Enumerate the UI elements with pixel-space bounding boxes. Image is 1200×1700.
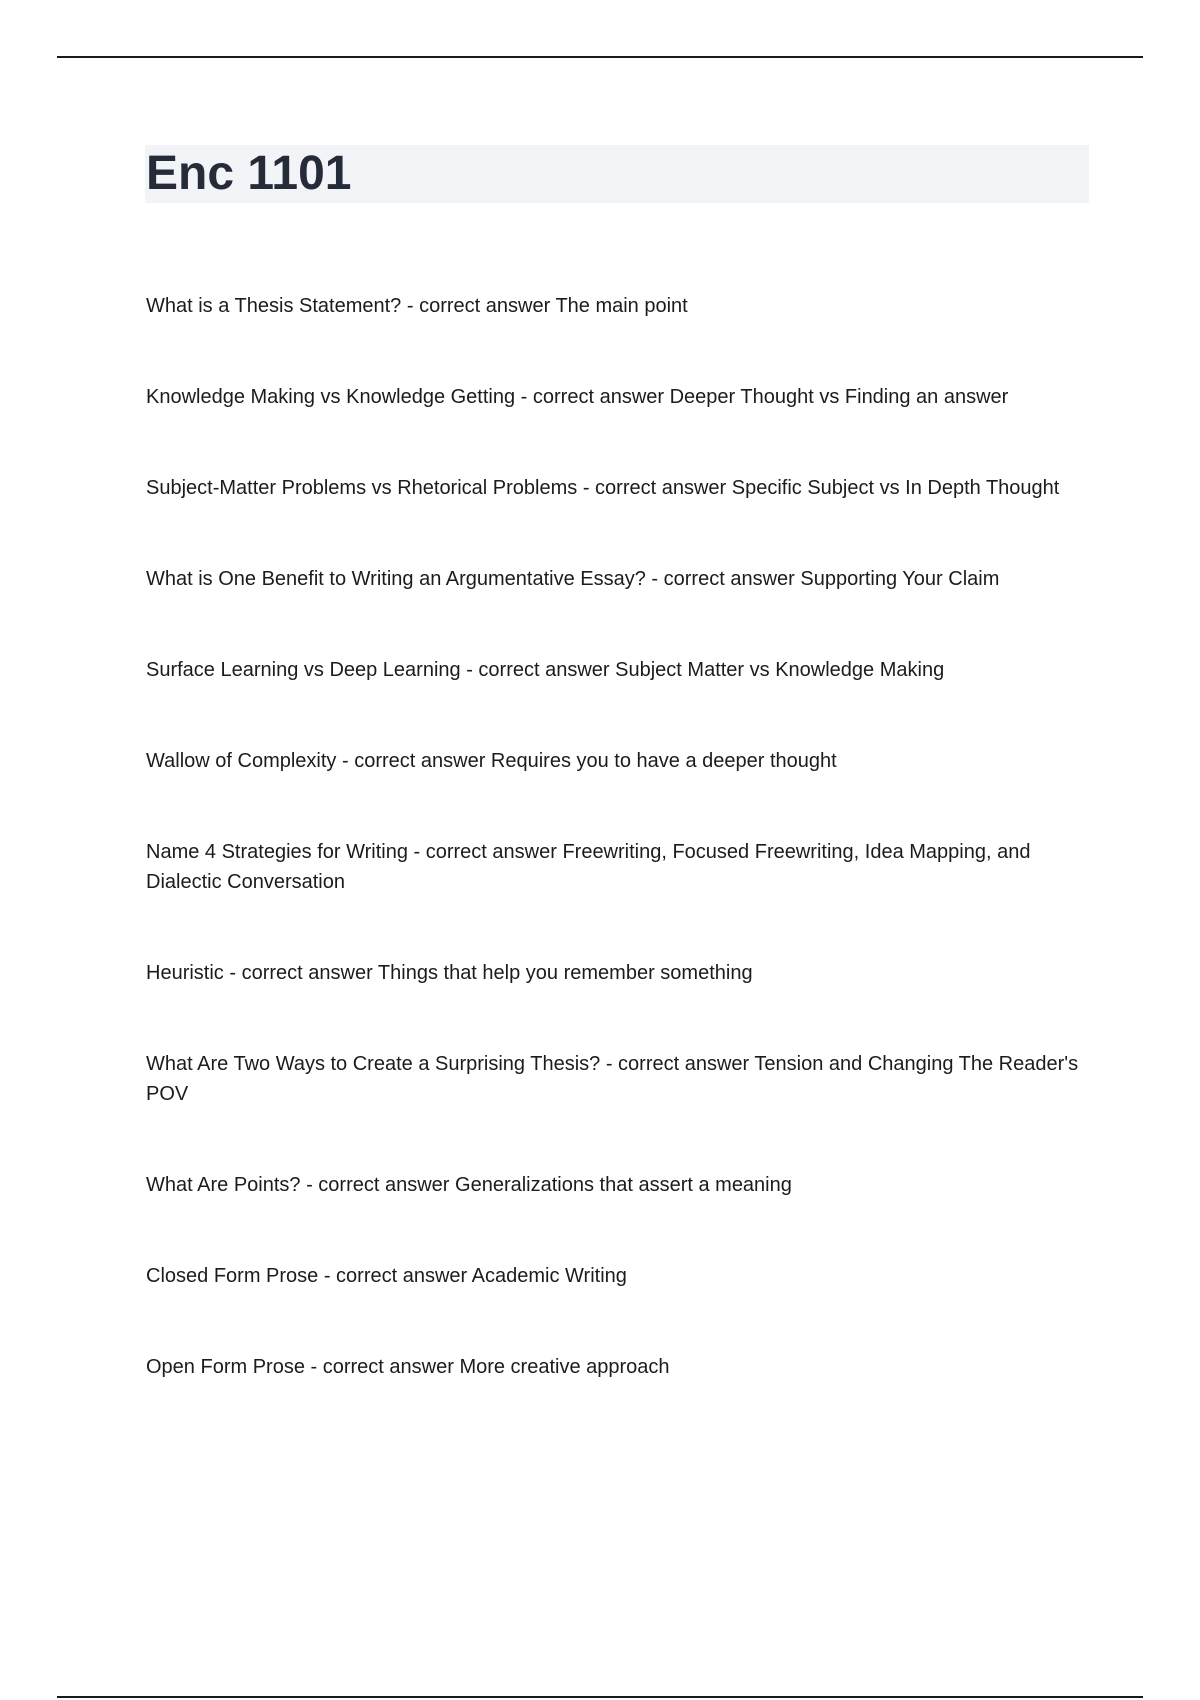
qa-question: Subject-Matter Problems vs Rhetorical Problems — [146, 477, 578, 499]
qa-separator: - correct answer — [401, 295, 556, 317]
qa-item — [146, 746, 1090, 776]
qa-separator: - correct answer — [600, 1053, 755, 1075]
qa-answer: Academic Writing — [471, 1265, 627, 1287]
qa-item — [146, 1049, 1090, 1109]
qa-list — [146, 291, 1090, 1443]
qa-separator: - correct answer — [645, 568, 801, 590]
qa-answer: Things that help you remember something — [377, 962, 753, 984]
qa-item — [146, 1352, 1090, 1382]
qa-item — [146, 1170, 1090, 1200]
qa-question: Knowledge Making vs Knowledge Getting — [146, 386, 516, 408]
qa-question: Wallow of Complexity — [146, 750, 337, 772]
qa-answer: More creative approach — [459, 1356, 670, 1378]
qa-separator: - correct answer — [407, 841, 563, 863]
qa-separator: - correct answer — [460, 659, 616, 681]
qa-answer: The main point — [555, 295, 688, 317]
qa-question: What is One Benefit to Writing an Argumentative Essay? — [146, 568, 646, 590]
qa-item — [146, 1261, 1090, 1291]
qa-separator: - correct answer — [577, 477, 732, 499]
qa-item — [146, 291, 1090, 321]
qa-item — [146, 837, 1090, 897]
qa-question: What Are Two Ways to Create a Surprising Thesis? — [146, 1053, 601, 1075]
qa-question: Name 4 Strategies for Writing — [146, 841, 408, 863]
footer-rule — [57, 1696, 1143, 1698]
header-rule — [57, 56, 1143, 58]
qa-item — [146, 655, 1090, 685]
qa-item — [146, 958, 1090, 988]
qa-question: Heuristic — [146, 962, 224, 984]
qa-separator: - correct answer — [515, 386, 670, 408]
qa-item — [146, 382, 1090, 412]
qa-separator: - correct answer — [318, 1265, 472, 1287]
qa-answer: Tension and Changing The Reader's POV — [146, 1053, 1079, 1105]
qa-answer: Supporting Your Claim — [800, 568, 1000, 590]
qa-question: Closed Form Prose — [146, 1265, 319, 1287]
qa-question: What is a Thesis Statement? — [146, 295, 402, 317]
qa-answer: Specific Subject vs In Depth Thought — [731, 477, 1060, 499]
qa-separator: - correct answer — [336, 750, 491, 772]
qa-item — [146, 473, 1090, 503]
qa-answer: Freewriting, Focused Freewriting, Idea Mapping, and Dialectic Conversation — [146, 841, 1031, 893]
qa-separator: - correct answer — [304, 1356, 460, 1378]
qa-answer: Requires you to have a deeper thought — [490, 750, 837, 772]
qa-item — [146, 564, 1090, 594]
document-title: Enc 1101 — [146, 147, 352, 200]
qa-separator: - correct answer — [223, 962, 378, 984]
qa-answer: Subject Matter vs Knowledge Making — [615, 659, 945, 681]
qa-answer: Generalizations that assert a meaning — [455, 1174, 792, 1196]
qa-question: Open Form Prose — [146, 1356, 305, 1378]
qa-question: Surface Learning vs Deep Learning — [146, 659, 461, 681]
qa-answer: Deeper Thought vs Finding an answer — [669, 386, 1009, 408]
qa-separator: - correct answer — [300, 1174, 456, 1196]
qa-question: What Are Points? — [146, 1174, 301, 1196]
